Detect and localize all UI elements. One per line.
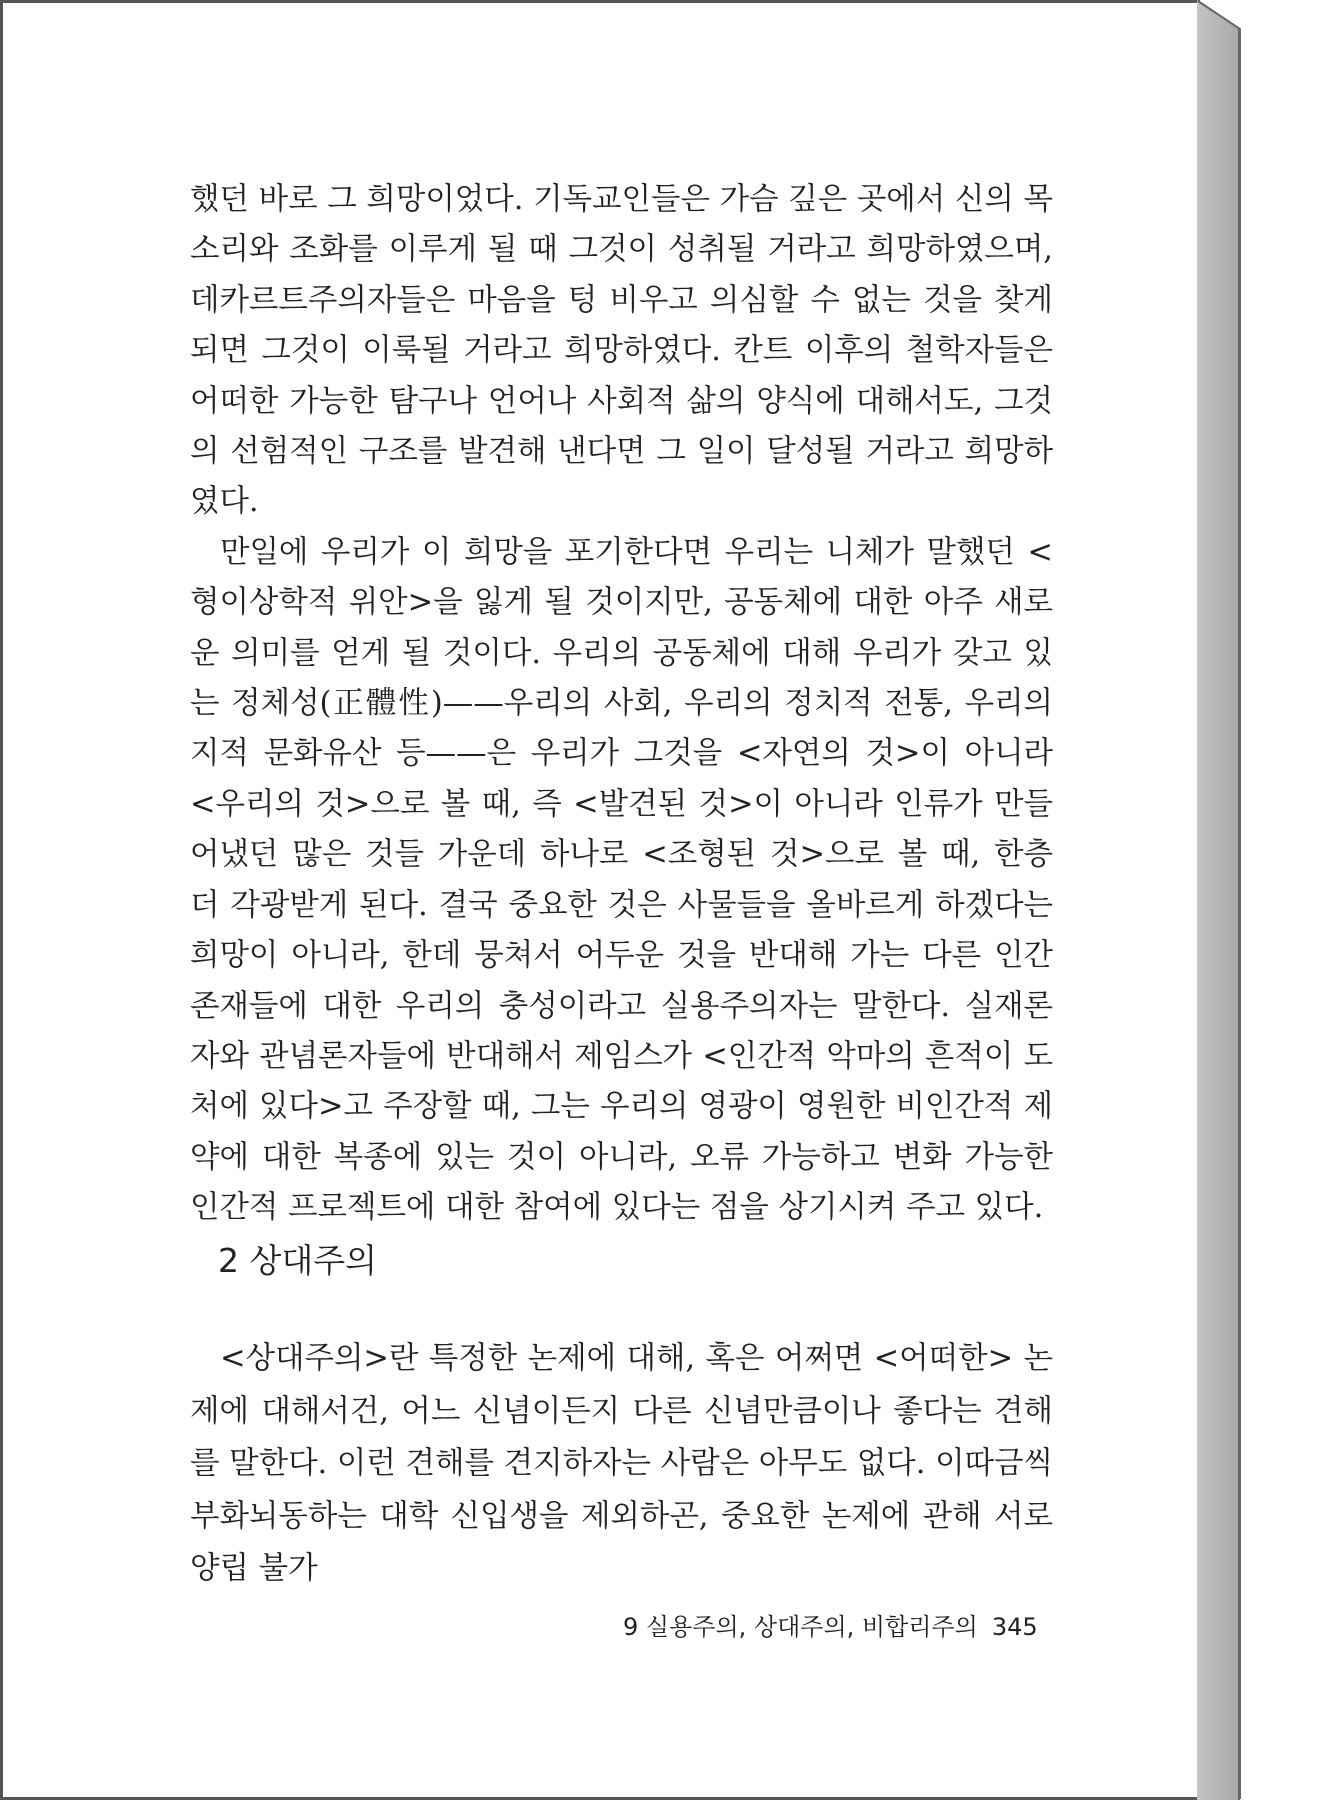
section-heading-relativism: 2 상대주의 [218,1241,377,1280]
paragraph-community: 만일에 우리가 이 희망을 포기한다면 우리는 니체가 말했던 <형이상학적 위안>을 잃게 될 것이지만, 공동체에 대한 아주 새로운 의미를 얻게 될 것이다. 우리의 공동체에 대해 우리가 갖고 있는 정체성(正體性)——우리의 사회, 우리의 정치적 전통, 우리의 지적 문화유산 등——은 우리가 그것을 <자연의 것>이 아니라 <우리의 것>으로 볼 때, 즉 <발견된 것>이 아니라 인류가 만들어냈던 많은 것들 가운데 하나로 <조형된 것>으로 볼 때, 한층 더 각광받게 된다. 결국 중요한 것은 사물들을 올바르게 하겠다는 희망이 아니라, 한데 뭉쳐서 어두운 것을 반대해 가는 다른 인간 존재들에 대한 우리의 충성이라고 실용주의자는 말한다. 실재론자와 관념론자들에 반대해서 제임스가 <인간적 악마의 흔적이 도처에 있다>고 주장할 때, 그는 우리의 영광이 영원한 비인간적 제약에 대한 복종에 있는 것이 아니라, 오류 가능하고 변화 가능한 인간적 프로젝트에 대한 참여에 있다는 점을 상기시켜 주고 있다. [190,534,1053,1226]
body-text-bottom [190,1333,1053,1596]
page-number: 345 [991,1613,1038,1641]
paragraph-continuation: 했던 바로 그 희망이었다. 기독교인들은 가슴 깊은 곳에서 신의 목소리와 조화를 이루게 될 때 그것이 성취될 거라고 희망하였으며, 데카르트주의자들은 마음을 텅 비우고 의심할 수 없는 것을 찾게 되면 그것이 이룩될 거라고 희망하였다. 칸트 이후의 철학자들은 어떠한 가능한 탐구나 언어나 사회적 삶의 양식에 대해서도, 그것의 선험적인 구조를 발견해 낸다면 그 일이 달성될 거라고 희망하였다. [190,182,1053,520]
page-footer [623,1609,1038,1645]
body-text-top [190,175,1053,1234]
page-stack-edge [1197,0,1240,1800]
paragraph-relativism: <상대주의>란 특정한 논제에 대해, 혹은 어쩌면 <어떠한> 논제에 대해서건, 어느 신념이든지 다른 신념만큼이나 좋다는 견해를 말한다. 이런 견해를 견지하자는 사람은 아무도 없다. 이따금씩 부화뇌동하는 대학 신입생을 제외하곤, 중요한 논제에 관해 서로 양립 불가 [190,1341,1053,1586]
running-title: 9 실용주의, 상대주의, 비합리주의 [623,1613,978,1641]
